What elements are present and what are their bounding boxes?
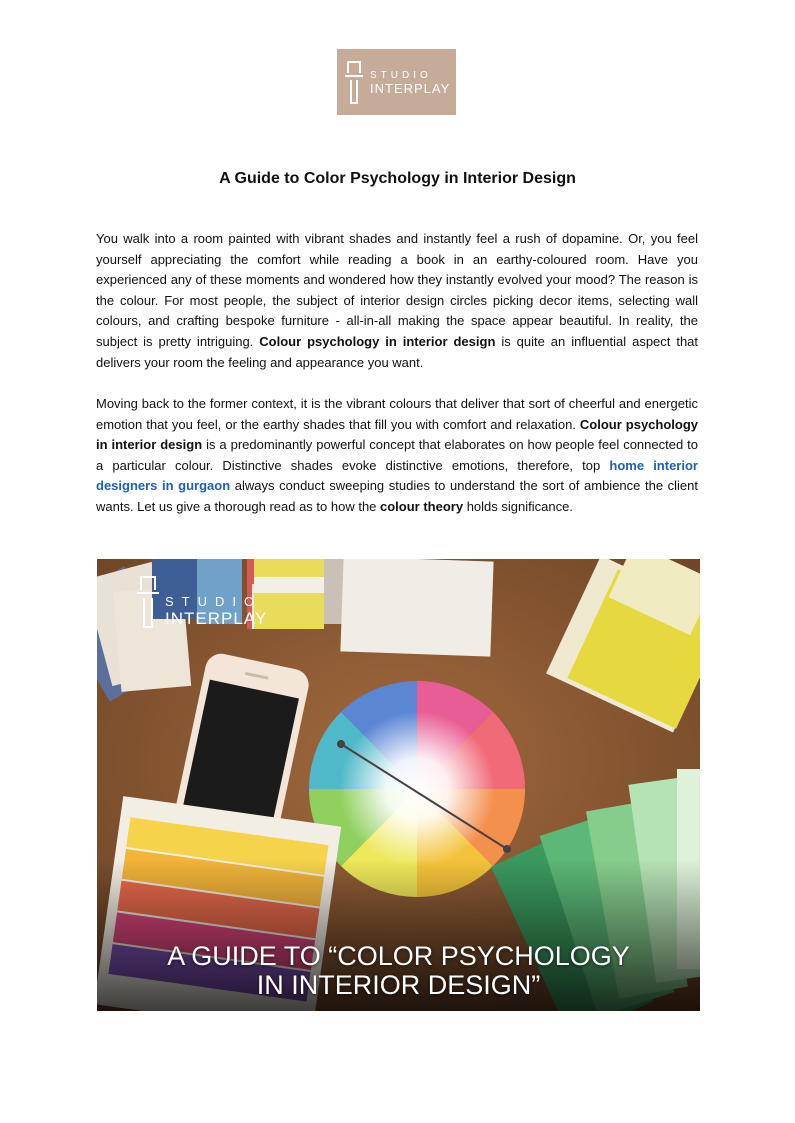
hero-logo (137, 574, 268, 634)
paragraph2-text-b: is a predominantly powerful concept that elaborates on how people feel connected to a particular colour. Distinctive shades evoke distinctive emotions, therefore, top (96, 437, 698, 473)
hero-image (97, 559, 700, 1011)
hero-caption-line1: A GUIDE TO “COLOR PSYCHOLOGY (167, 941, 630, 971)
hero-logo-line2: INTERPLAY (165, 609, 268, 628)
logo-line2: INTERPLAY (370, 81, 451, 96)
paragraph2-text-d: holds significance. (463, 498, 573, 514)
intro-paragraph (96, 229, 698, 373)
studio-interplay-logo (337, 49, 456, 115)
hero-logo-mark-icon (137, 574, 159, 634)
home-interior-designers-link[interactable]: home interior designers in gurgaon (96, 457, 698, 494)
paragraph2-text-a: Moving back to the former context, it is the vibrant colours that deliver that sort of cheerful and energetic emotion that you feel, or the earthy shades that fill you with comfort and relaxation. (96, 396, 698, 432)
paragraph1-text-b: is quite an influential aspect that delivers your room the feeling and appearance you want. (96, 333, 699, 370)
paragraph1-bold-a: Colour psychology in interior design (259, 333, 496, 349)
body-paragraph (96, 394, 698, 518)
paragraph2-bold-a: Colour psychology in interior design (96, 416, 699, 453)
hero-logo-line1: STUDIO (165, 594, 263, 609)
paragraph1-text-a: You walk into a room painted with vibrant shades and instantly feel a rush of dopamine. Or, you feel yourself appreciating the comfort while reading a book in an earthy-coloured room. Have you experienced any of these moments and wondered how they instantly evolved your mood? The reason is the colour. For most people, the subject of interior design circles picking decor items, selecting wall colours, and crafting bespoke furniture - all-in-all making the space appear beautiful. In reality, the subject is pretty intriguing. (96, 231, 698, 349)
color-chart-top (340, 559, 493, 657)
page-title: A Guide to Color Psychology in Interior Design (219, 170, 576, 187)
paragraph2-text-c: always conduct sweeping studies to understand the sort of ambience the client wants. Let us give a thorough read as to how the (96, 478, 699, 514)
logo-mark-icon (345, 58, 363, 108)
hero-caption-line2: IN INTERIOR DESIGN” (256, 970, 541, 1000)
logo-line1: STUDIO (370, 70, 432, 81)
paragraph2-bold-b: colour theory (380, 498, 464, 514)
